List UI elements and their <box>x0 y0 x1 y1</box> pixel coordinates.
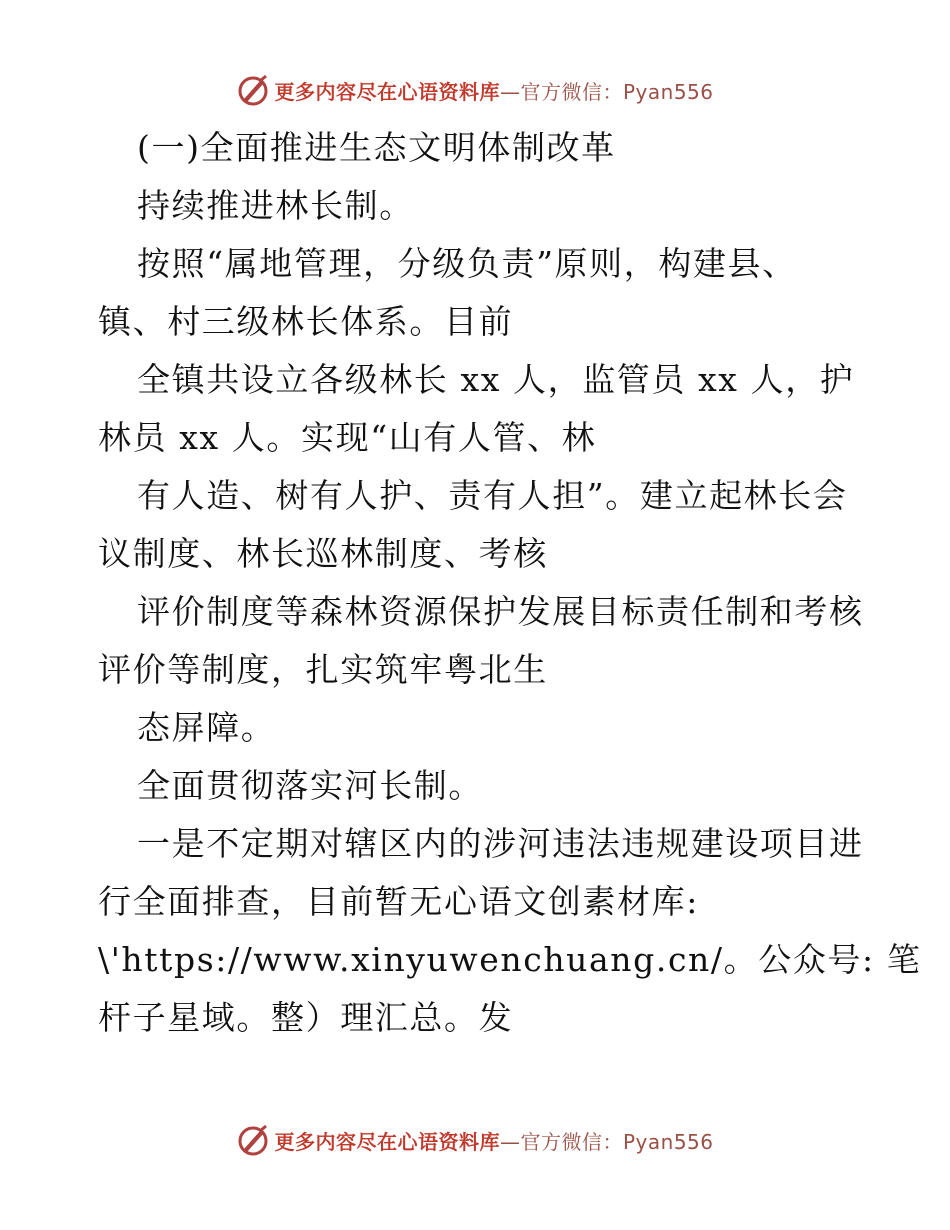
section-heading: (一)全面推进生态文明体制改革 <box>137 128 616 167</box>
paragraph-line: 全面贯彻落实河长制。 <box>137 766 483 805</box>
watermark-main-text: 更多内容尽在心语资料库 <box>274 79 500 104</box>
paragraph-line: 一是不定期对辖区内的涉河违法违规建设项目进 <box>137 824 864 863</box>
paragraph-line: 态屏障。 <box>137 708 276 747</box>
quill-pen-logo-icon <box>236 1123 270 1157</box>
paragraph-line: 议制度、林长巡林制度、考核 <box>98 534 548 573</box>
quill-pen-logo-icon <box>236 73 270 107</box>
paragraph-line: 全镇共设立各级林长 xx 人，监管员 xx 人，护 <box>137 360 855 399</box>
watermark-wechat-id: Pyan556 <box>622 1129 714 1154</box>
watermark-dash: — <box>499 79 521 104</box>
paragraph-line: 评价制度等森林资源保护发展目标责任制和考核 <box>137 592 864 631</box>
paragraph-line: 持续推进林长制。 <box>137 186 414 225</box>
paragraph-line: 镇、村三级林长体系。目前 <box>98 302 514 341</box>
paragraph-line: 杆子星域。整）理汇总。发 <box>98 998 514 1037</box>
paragraph-line: 评价等制度，扎实筑牢粤北生 <box>98 650 548 689</box>
paragraph-line: 有人造、树有人护、责有人担”。建立起林长会 <box>137 476 848 515</box>
watermark-text <box>274 76 713 105</box>
paragraph-line: \'https://www.xinyuwenchuang.cn/。公众号: 笔 <box>98 940 922 979</box>
watermark-main-text: 更多内容尽在心语资料库 <box>274 1129 500 1154</box>
paragraph-line: 行全面排查，目前暂无心语文创素材库: <box>98 882 699 921</box>
watermark-official-label: 官方微信： <box>520 79 623 104</box>
paragraph-line: 林员 xx 人。实现“山有人管、林 <box>98 418 597 457</box>
footer-watermark <box>0 1120 950 1160</box>
watermark-text <box>274 1126 713 1155</box>
header-watermark <box>0 70 950 110</box>
watermark-dash: — <box>499 1129 521 1154</box>
paragraph-line: 按照“属地管理，分级负责”原则，构建县、 <box>137 244 797 283</box>
watermark-official-label: 官方微信： <box>520 1129 623 1154</box>
watermark-wechat-id: Pyan556 <box>622 79 714 104</box>
